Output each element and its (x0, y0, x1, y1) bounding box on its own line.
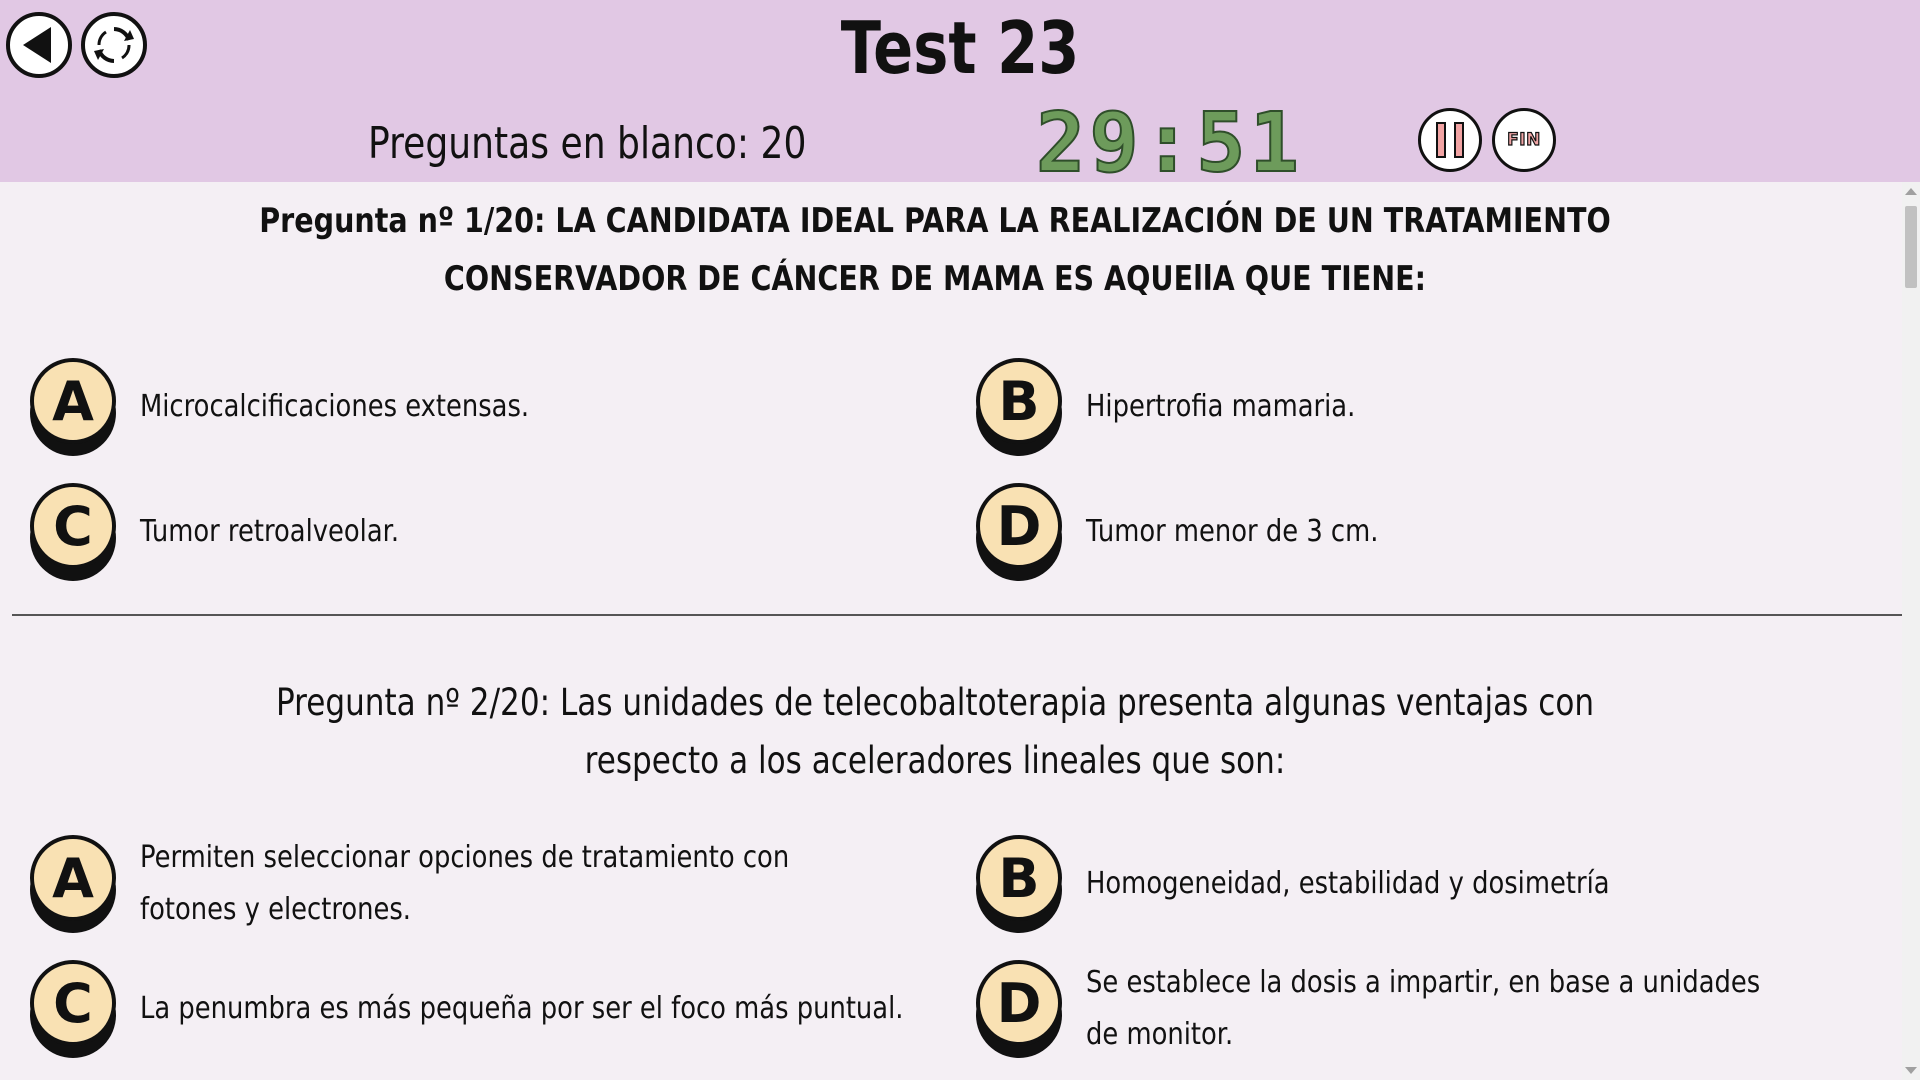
scroll-down-arrow-icon[interactable] (1905, 1067, 1917, 1074)
option-text: Homogeneidad, estabilidad y dosimetría (1086, 866, 1610, 901)
option-d[interactable] (976, 477, 1876, 587)
question-list (0, 182, 1902, 1080)
question-text: Pregunta nº 2/20: Las unidades de telecobaltoterapia presenta algunas ventajas con respecto a los aceleradores lineales que son: (275, 681, 1595, 782)
refresh-icon (90, 21, 138, 69)
option-letter-badge: A (30, 358, 116, 456)
option-b[interactable] (976, 352, 1876, 462)
blank-questions-counter: Preguntas en blanco: 20 (368, 118, 807, 169)
option-text: La penumbra es más pequeña por ser el foco más puntual. (140, 991, 904, 1026)
option-c[interactable] (30, 477, 930, 587)
back-button[interactable] (6, 12, 72, 78)
option-text: Hipertrofia mamaria. (1086, 389, 1356, 424)
option-d[interactable] (976, 954, 1876, 1064)
scroll-up-arrow-icon[interactable] (1905, 188, 1917, 195)
option-letter-badge: D (976, 483, 1062, 581)
option-text: Tumor retroalveolar. (140, 514, 400, 549)
vertical-scrollbar[interactable] (1902, 182, 1920, 1080)
option-letter-badge: D (976, 960, 1062, 1058)
option-a[interactable] (30, 352, 930, 462)
option-text: Tumor menor de 3 cm. (1086, 514, 1379, 549)
question-divider (12, 614, 1902, 616)
countdown-timer: 29:51 (1036, 96, 1303, 191)
option-letter-badge: C (30, 483, 116, 581)
finish-button[interactable] (1492, 108, 1556, 172)
option-c[interactable] (30, 954, 930, 1064)
option-letter-badge: C (30, 960, 116, 1058)
question-1 (0, 182, 1902, 620)
option-b[interactable] (976, 829, 1876, 939)
option-text: Permiten seleccionar opciones de tratamiento con fotones y electrones. (140, 840, 790, 927)
option-text: Microcalcificaciones extensas. (140, 389, 530, 424)
back-arrow-icon (17, 23, 61, 67)
option-text: Se establece la dosis a impartir, en base a unidades de monitor. (1086, 965, 1761, 1052)
refresh-button[interactable] (81, 12, 147, 78)
option-letter-badge: A (30, 835, 116, 933)
finish-label: FIN (1507, 130, 1541, 150)
header-bar (0, 0, 1920, 191)
option-a[interactable] (30, 829, 930, 939)
question-2 (0, 674, 1902, 1080)
pause-icon (1436, 122, 1464, 158)
option-letter-badge: B (976, 835, 1062, 933)
scroll-thumb[interactable] (1905, 206, 1917, 288)
option-letter-badge: B (976, 358, 1062, 456)
question-text: Pregunta nº 1/20: LA CANDIDATA IDEAL PARA LA REALIZACIÓN DE UN TRATAMIENTO CONSERVADOR DE CÁNCER DE MAMA ES AQUEllA QUE TIENE: (259, 201, 1611, 299)
pause-button[interactable] (1418, 108, 1482, 172)
page-title: Test 23 (840, 6, 1080, 90)
